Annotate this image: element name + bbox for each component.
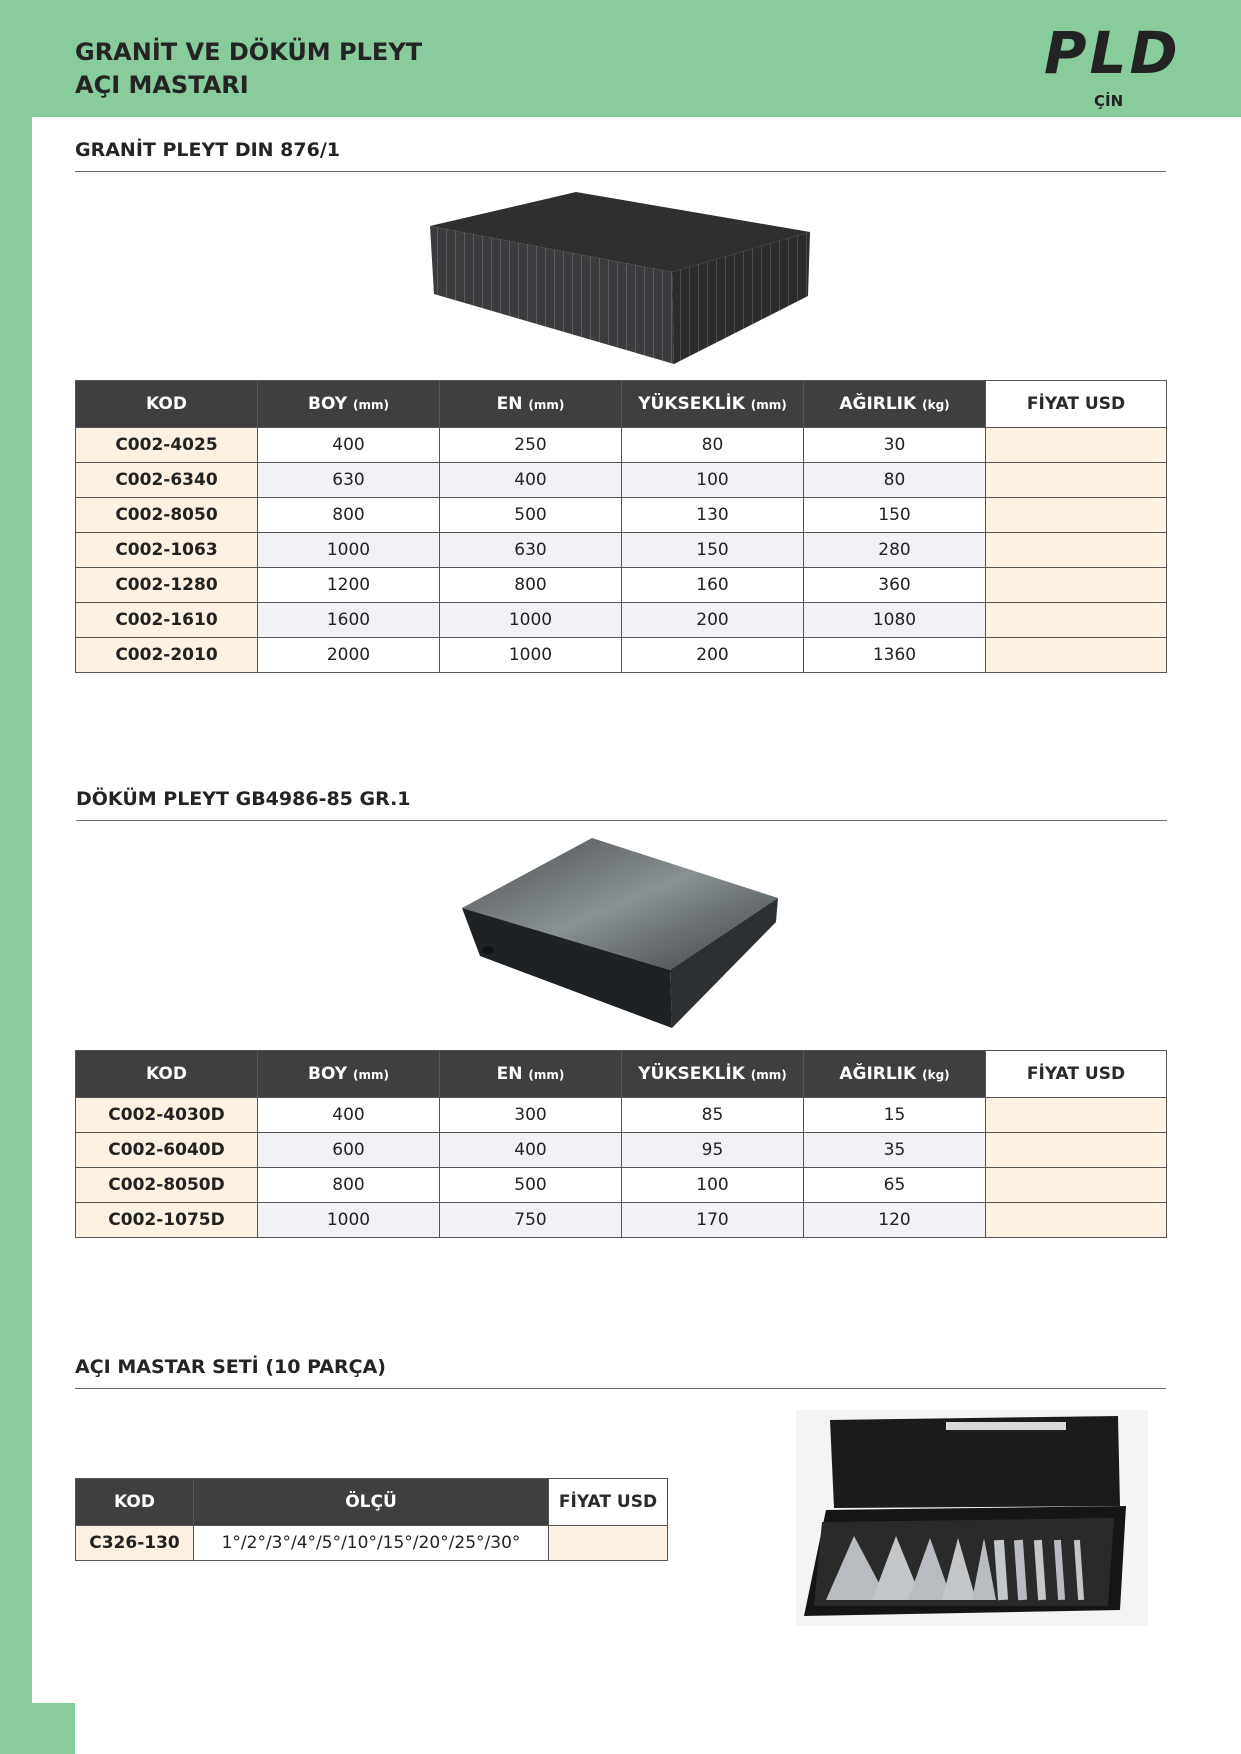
- table-row: [76, 638, 1167, 673]
- cell-fiyat: [986, 463, 1167, 498]
- cell-agirlik: 65: [804, 1168, 986, 1203]
- cell-fiyat: [986, 533, 1167, 568]
- cell-yukseklik: 170: [622, 1203, 804, 1238]
- cell-kod: C002-8050: [76, 498, 258, 533]
- table-row: [76, 463, 1167, 498]
- col-yukseklik: YÜKSEKLİK (mm): [622, 381, 804, 428]
- cell-boy: 800: [258, 498, 440, 533]
- table-header-row: [76, 1479, 668, 1526]
- cell-agirlik: 1080: [804, 603, 986, 638]
- cell-en: 250: [440, 428, 622, 463]
- cell-fiyat: [986, 428, 1167, 463]
- cell-en: 630: [440, 533, 622, 568]
- cell-yukseklik: 100: [622, 463, 804, 498]
- cell-yukseklik: 160: [622, 568, 804, 603]
- cell-yukseklik: 130: [622, 498, 804, 533]
- col-olcu: ÖLÇÜ: [194, 1479, 549, 1526]
- cell-boy: 1600: [258, 603, 440, 638]
- cell-fiyat: [986, 1203, 1167, 1238]
- cell-boy: 1200: [258, 568, 440, 603]
- col-en: EN (mm): [440, 381, 622, 428]
- cell-yukseklik: 95: [622, 1133, 804, 1168]
- section-rule: [76, 820, 1167, 821]
- cell-agirlik: 15: [804, 1098, 986, 1133]
- cell-en: 500: [440, 1168, 622, 1203]
- cell-fiyat: [549, 1526, 668, 1561]
- cell-kod: C002-1610: [76, 603, 258, 638]
- table-row: [76, 498, 1167, 533]
- cell-agirlik: 150: [804, 498, 986, 533]
- cell-fiyat: [986, 1098, 1167, 1133]
- brand-logo: PLD: [1044, 19, 1181, 87]
- cell-fiyat: [986, 568, 1167, 603]
- cell-en: 750: [440, 1203, 622, 1238]
- cell-boy: 1000: [258, 1203, 440, 1238]
- cell-en: 1000: [440, 638, 622, 673]
- cell-yukseklik: 85: [622, 1098, 804, 1133]
- cell-en: 500: [440, 498, 622, 533]
- cell-agirlik: 360: [804, 568, 986, 603]
- angle-spec-table: [75, 1478, 668, 1561]
- cell-fiyat: [986, 603, 1167, 638]
- cell-fiyat: [986, 498, 1167, 533]
- cell-en: 400: [440, 1133, 622, 1168]
- table-row: [76, 603, 1167, 638]
- cell-en: 1000: [440, 603, 622, 638]
- table-row: [76, 1526, 668, 1561]
- cell-kod: C002-4030D: [76, 1098, 258, 1133]
- cell-agirlik: 1360: [804, 638, 986, 673]
- col-agirlik: AĞIRLIK (kg): [804, 1051, 986, 1098]
- angle-gauge-case-image: [796, 1410, 1148, 1626]
- cell-kod: C326-130: [76, 1526, 194, 1561]
- section-heading-cast: DÖKÜM PLEYT GB4986-85 GR.1: [76, 788, 411, 810]
- cell-fiyat: [986, 638, 1167, 673]
- col-fiyat: FİYAT USD: [986, 381, 1167, 428]
- cell-kod: C002-4025: [76, 428, 258, 463]
- cell-yukseklik: 80: [622, 428, 804, 463]
- cell-olcu: 1°/2°/3°/4°/5°/10°/15°/20°/25°/30°: [194, 1526, 549, 1561]
- cell-fiyat: [986, 1133, 1167, 1168]
- col-kod: KOD: [76, 1479, 194, 1526]
- table-row: [76, 568, 1167, 603]
- col-boy: BOY (mm): [258, 381, 440, 428]
- col-agirlik: AĞIRLIK (kg): [804, 381, 986, 428]
- table-row: [76, 1098, 1167, 1133]
- col-kod: KOD: [76, 1051, 258, 1098]
- section-heading-angle: AÇI MASTAR SETİ (10 PARÇA): [75, 1356, 386, 1378]
- table-header-row: [76, 1051, 1167, 1098]
- granite-plate-image: [428, 190, 814, 366]
- cell-kod: C002-1280: [76, 568, 258, 603]
- granite-spec-table: [75, 380, 1167, 673]
- cell-boy: 1000: [258, 533, 440, 568]
- cell-boy: 800: [258, 1168, 440, 1203]
- cell-agirlik: 80: [804, 463, 986, 498]
- cell-boy: 400: [258, 1098, 440, 1133]
- cell-kod: C002-1063: [76, 533, 258, 568]
- cell-kod: C002-6040D: [76, 1133, 258, 1168]
- cell-yukseklik: 100: [622, 1168, 804, 1203]
- page-title-line1: GRANİT VE DÖKÜM PLEYT: [75, 38, 423, 66]
- cell-boy: 400: [258, 428, 440, 463]
- cast-plate-image: [460, 836, 780, 1030]
- cell-fiyat: [986, 1168, 1167, 1203]
- section-heading-granite: GRANİT PLEYT DIN 876/1: [75, 139, 340, 161]
- table-row: [76, 428, 1167, 463]
- cell-en: 400: [440, 463, 622, 498]
- col-yukseklik: YÜKSEKLİK (mm): [622, 1051, 804, 1098]
- side-band: [0, 0, 32, 1754]
- footer-tab: [0, 1703, 75, 1754]
- cell-boy: 630: [258, 463, 440, 498]
- cell-agirlik: 120: [804, 1203, 986, 1238]
- brand-country: ÇİN: [1094, 92, 1124, 110]
- col-fiyat: FİYAT USD: [986, 1051, 1167, 1098]
- col-en: EN (mm): [440, 1051, 622, 1098]
- page-title-line2: AÇI MASTARI: [75, 71, 249, 99]
- cell-boy: 600: [258, 1133, 440, 1168]
- cell-boy: 2000: [258, 638, 440, 673]
- cell-yukseklik: 200: [622, 638, 804, 673]
- table-row: [76, 1203, 1167, 1238]
- table-row: [76, 1133, 1167, 1168]
- cell-en: 800: [440, 568, 622, 603]
- cell-kod: C002-2010: [76, 638, 258, 673]
- section-rule: [75, 1388, 1166, 1389]
- table-row: [76, 1168, 1167, 1203]
- cell-kod: C002-1075D: [76, 1203, 258, 1238]
- cell-en: 300: [440, 1098, 622, 1133]
- col-kod: KOD: [76, 381, 258, 428]
- page-title: [75, 36, 422, 102]
- section-rule: [75, 171, 1166, 172]
- cell-kod: C002-8050D: [76, 1168, 258, 1203]
- col-boy: BOY (mm): [258, 1051, 440, 1098]
- col-fiyat: FİYAT USD: [549, 1479, 668, 1526]
- cell-agirlik: 30: [804, 428, 986, 463]
- cast-spec-table: [75, 1050, 1167, 1238]
- cell-agirlik: 280: [804, 533, 986, 568]
- table-row: [76, 533, 1167, 568]
- table-header-row: [76, 381, 1167, 428]
- cell-agirlik: 35: [804, 1133, 986, 1168]
- cell-yukseklik: 150: [622, 533, 804, 568]
- cell-kod: C002-6340: [76, 463, 258, 498]
- cell-yukseklik: 200: [622, 603, 804, 638]
